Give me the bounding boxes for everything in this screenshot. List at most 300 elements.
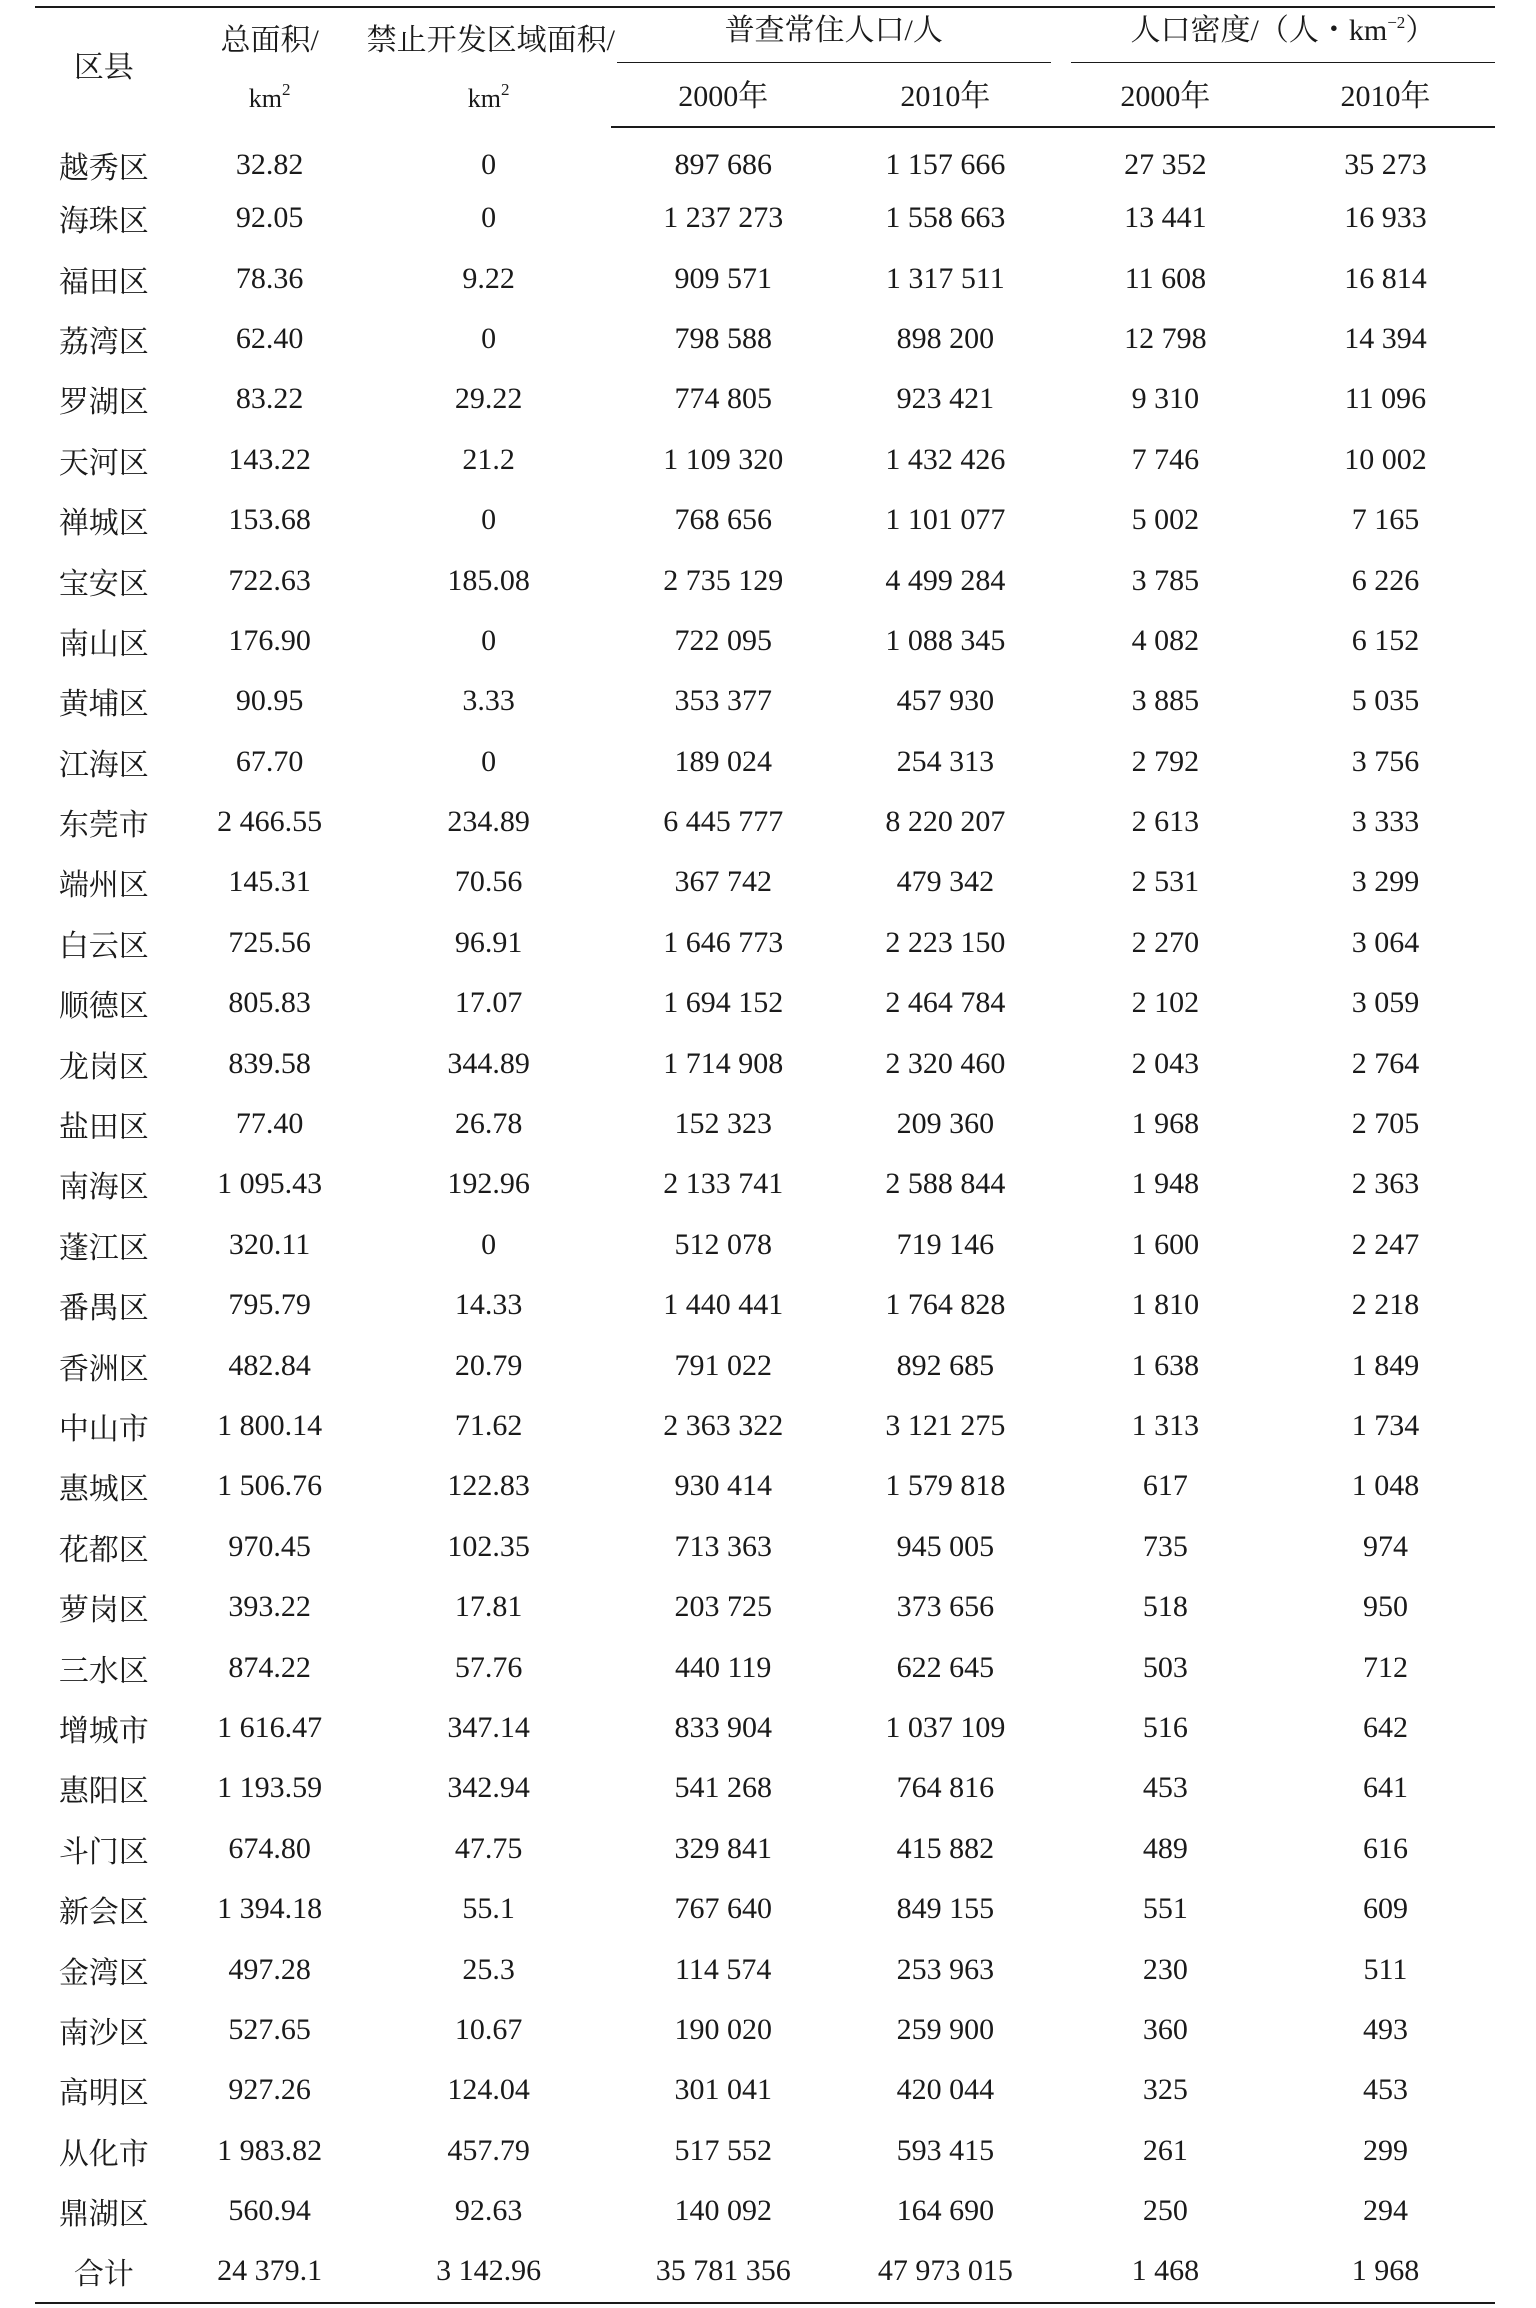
cell-district: 三水区	[58, 1654, 149, 1688]
cell-pop-2010: 898 200	[896, 321, 995, 355]
cell-density-2010: 3 756	[1351, 744, 1420, 778]
cell-forbidden-area: 14.33	[454, 1288, 523, 1322]
cell-density-2010: 511	[1363, 1952, 1408, 1986]
cell-forbidden-area: 234.89	[447, 805, 530, 839]
cell-district: 禅城区	[58, 507, 149, 541]
table-row	[35, 2121, 1495, 2181]
cell-density-2010: 35 273	[1344, 148, 1427, 181]
table-row	[35, 973, 1495, 1033]
cell-density-2010: 493	[1362, 2012, 1408, 2046]
cell-pop-2000: 774 805	[674, 382, 772, 416]
cell-pop-2000: 1 646 773	[663, 925, 784, 959]
cell-pop-2010: 622 645	[896, 1650, 995, 1684]
cell-pop-2010: 1 579 818	[885, 1469, 1006, 1503]
cell-density-2000: 13 441	[1124, 201, 1207, 235]
cell-pop-2010: 1 088 345	[885, 623, 1006, 657]
cell-pop-2000: 2 133 741	[663, 1167, 784, 1201]
cell-density-2000: 1 313	[1131, 1409, 1200, 1442]
cell-pop-2010: 8 220 207	[885, 805, 1006, 839]
cell-pop-2010: 254 313	[896, 744, 995, 778]
cell-total-area: 92.05	[235, 201, 304, 235]
cell-total-area: 674.80	[228, 1831, 311, 1865]
cell-district: 萝岗区	[58, 1594, 149, 1628]
cell-district: 从化市	[58, 2137, 149, 2171]
cell-density-2010: 2 705	[1351, 1107, 1420, 1141]
cell-total-area: 1 095.43	[217, 1167, 323, 1201]
cell-pop-2000: 722 095	[674, 623, 772, 657]
table-row	[35, 188, 1495, 248]
cell-density-2000: 2 613	[1131, 805, 1200, 839]
cell-density-2000: 516	[1142, 1710, 1188, 1744]
cell-district: 宝安区	[58, 567, 149, 601]
table-row	[35, 1879, 1495, 1939]
cell-pop-2000: 2 735 129	[663, 563, 784, 597]
cell-density-2000: 503	[1142, 1650, 1188, 1684]
cell-forbidden-area: 0	[481, 147, 497, 181]
cell-density-2000: 4 082	[1131, 623, 1200, 657]
cell-district: 白云区	[58, 929, 149, 963]
cell-forbidden-area: 0	[481, 503, 497, 537]
cell-total-area: 1 506.76	[217, 1469, 323, 1503]
cell-density-2000: 9 310	[1131, 382, 1200, 416]
cell-density-2010: 10 002	[1344, 442, 1427, 476]
cell-district: 福田区	[58, 265, 149, 299]
table-row	[35, 792, 1495, 852]
cell-pop-2000: 203 725	[674, 1590, 772, 1624]
cell-density-2010: 3 064	[1351, 925, 1420, 959]
cell-forbidden-area: 10.67	[454, 2012, 523, 2046]
cell-pop-2000: 791 022	[674, 1348, 772, 1382]
cell-district: 南山区	[58, 627, 149, 661]
cell-density-2000: 5 002	[1131, 503, 1200, 537]
header-den-2010: 2010年	[1276, 68, 1495, 127]
cell-forbidden-area: 9.22	[462, 261, 515, 295]
table-row	[35, 1335, 1495, 1395]
cell-district: 江海区	[58, 748, 149, 782]
cell-density-2000: 230	[1142, 1952, 1188, 1986]
cell-density-2000: 7 746	[1131, 442, 1200, 476]
header-district: 区县	[35, 7, 173, 127]
cell-total-area: 78.36	[235, 261, 304, 295]
cell-density-2010: 609	[1362, 1892, 1408, 1926]
total-cell-pop-2000: 35 781 356	[611, 2241, 836, 2302]
cell-pop-2010: 373 656	[896, 1590, 995, 1624]
header-pop-2000: 2000年	[611, 68, 836, 127]
cell-total-area: 2 466.55	[217, 805, 323, 839]
cell-density-2010: 294	[1362, 2194, 1408, 2228]
cell-pop-2000: 301 041	[674, 2073, 772, 2107]
cell-density-2000: 2 792	[1131, 744, 1200, 778]
table-row	[35, 1637, 1495, 1697]
table-row	[35, 1819, 1495, 1879]
table-row	[35, 1154, 1495, 1214]
cell-density-2010: 950	[1362, 1590, 1408, 1624]
cell-pop-2010: 2 223 150	[885, 925, 1006, 959]
table-row	[35, 248, 1495, 308]
cell-district: 花都区	[58, 1533, 149, 1567]
table-row	[35, 732, 1495, 792]
cell-forbidden-area: 0	[481, 201, 497, 235]
cell-pop-2010: 253 963	[896, 1952, 995, 1986]
cell-density-2000: 3 785	[1131, 563, 1200, 597]
cell-density-2000: 2 102	[1131, 986, 1200, 1020]
cell-total-area: 927.26	[228, 2073, 311, 2107]
cell-density-2000: 2 270	[1131, 925, 1200, 959]
table-row	[35, 369, 1495, 429]
cell-forbidden-area: 57.76	[454, 1650, 523, 1684]
cell-district: 越秀区	[58, 151, 149, 185]
cell-pop-2000: 1 694 152	[663, 986, 784, 1020]
cell-pop-2000: 1 440 441	[663, 1288, 784, 1322]
cell-total-area: 83.22	[235, 382, 304, 416]
cell-pop-2000: 114 574	[675, 1952, 772, 1986]
cell-pop-2010: 892 685	[896, 1348, 995, 1382]
table-row	[35, 671, 1495, 731]
cell-density-2000: 261	[1142, 2133, 1188, 2167]
header-population-group: 普查常住人口/人	[611, 7, 1055, 68]
cell-density-2010: 5 035	[1351, 684, 1420, 718]
cell-district: 新会区	[58, 1896, 149, 1930]
total-cell-district: 合计	[35, 2241, 173, 2302]
cell-forbidden-area: 0	[481, 744, 497, 778]
cell-district: 高明区	[58, 2077, 149, 2111]
cell-density-2010: 974	[1362, 1529, 1408, 1563]
cell-total-area: 1 616.47	[217, 1710, 323, 1744]
cell-pop-2010: 764 816	[896, 1771, 995, 1805]
cell-total-area: 32.82	[235, 147, 304, 181]
cell-density-2000: 1 968	[1131, 1107, 1200, 1141]
cell-district: 盐田区	[58, 1111, 149, 1145]
table-row	[35, 1215, 1495, 1275]
total-cell-total-area: 24 379.1	[173, 2241, 367, 2302]
header-pop-2010: 2010年	[836, 68, 1055, 127]
cell-pop-2010: 4 499 284	[885, 563, 1006, 597]
cell-density-2000: 27 352	[1124, 148, 1207, 181]
cell-density-2010: 2 764	[1351, 1046, 1420, 1080]
cell-pop-2000: 512 078	[674, 1227, 772, 1261]
table-row	[35, 1577, 1495, 1637]
cell-pop-2010: 1 432 426	[885, 442, 1006, 476]
header-den-2000: 2000年	[1055, 68, 1276, 127]
cell-pop-2000: 6 445 777	[663, 805, 784, 839]
cell-total-area: 795.79	[228, 1288, 311, 1322]
cell-density-2000: 1 810	[1131, 1288, 1200, 1322]
cell-district: 斗门区	[58, 1835, 149, 1869]
table-row	[35, 2000, 1495, 2060]
cell-pop-2010: 1 558 663	[885, 201, 1006, 235]
cell-density-2010: 642	[1362, 1710, 1408, 1744]
table-row	[35, 1517, 1495, 1577]
header-total-area: 总面积/ $km^2$	[173, 7, 367, 127]
cell-pop-2010: 3 121 275	[885, 1409, 1006, 1442]
cell-pop-2000: 1 237 273	[663, 201, 784, 235]
cell-pop-2000: 768 656	[674, 503, 772, 537]
cell-forbidden-area: 185.08	[447, 563, 530, 597]
cell-density-2000: 489	[1142, 1831, 1188, 1865]
cell-pop-2000: 713 363	[674, 1529, 772, 1563]
cell-pop-2010: 945 005	[896, 1529, 995, 1563]
cell-forbidden-area: 47.75	[454, 1831, 523, 1865]
cell-pop-2000: 152 323	[674, 1107, 772, 1141]
cell-density-2000: 250	[1142, 2194, 1188, 2228]
cell-density-2010: 6 152	[1351, 623, 1420, 657]
table-row	[35, 430, 1495, 490]
cell-pop-2010: 593 415	[896, 2133, 995, 2167]
cell-forbidden-area: 122.83	[447, 1469, 530, 1503]
table-row	[35, 1939, 1495, 1999]
cell-density-2010: 299	[1362, 2133, 1408, 2167]
table-row	[35, 1094, 1495, 1154]
cell-forbidden-area: 70.56	[454, 865, 523, 899]
cell-density-2010: 712	[1362, 1650, 1408, 1684]
cell-total-area: 393.22	[228, 1590, 311, 1624]
cell-density-2000: 325	[1142, 2073, 1188, 2107]
table-row	[35, 1275, 1495, 1335]
cell-forbidden-area: 96.91	[454, 925, 523, 959]
cell-density-2010: 2 218	[1351, 1288, 1420, 1322]
cell-density-2000: 1 638	[1131, 1348, 1200, 1382]
cell-density-2000: 11 608	[1124, 261, 1207, 295]
cell-pop-2010: 849 155	[896, 1892, 995, 1926]
cell-pop-2010: 923 421	[896, 382, 995, 416]
cell-total-area: 725.56	[228, 925, 311, 959]
cell-total-area: 176.90	[228, 623, 311, 657]
cell-pop-2010: 209 360	[896, 1107, 995, 1141]
table-row	[35, 1758, 1495, 1818]
cell-density-2010: 2 247	[1351, 1227, 1420, 1261]
cell-pop-2010: 164 690	[896, 2194, 995, 2228]
cell-district: 荔湾区	[58, 325, 149, 359]
cell-density-2010: 6 226	[1351, 563, 1420, 597]
cell-forbidden-area: 17.81	[454, 1590, 523, 1624]
cell-density-2000: 2 043	[1131, 1046, 1200, 1080]
cell-district: 东莞市	[58, 809, 149, 843]
cell-pop-2010: 457 930	[896, 684, 995, 718]
cell-pop-2000: 353 377	[674, 684, 772, 718]
cell-pop-2010: 1 101 077	[885, 503, 1006, 537]
cell-pop-2000: 2 363 322	[663, 1409, 784, 1442]
total-cell-density-2010: 1 968	[1276, 2241, 1495, 2302]
cell-pop-2000: 909 571	[674, 261, 772, 295]
cell-density-2000: 453	[1142, 1771, 1188, 1805]
cell-pop-2010: 1 157 666	[885, 148, 1006, 181]
total-cell-pop-2010: 47 973 015	[836, 2241, 1055, 2302]
cell-total-area: 497.28	[228, 1952, 311, 1986]
table-row	[35, 127, 1495, 188]
table-row	[35, 550, 1495, 610]
cell-total-area: 560.94	[228, 2194, 311, 2228]
cell-forbidden-area: 25.3	[462, 1952, 515, 1986]
cell-pop-2000: 189 024	[674, 744, 772, 778]
cell-density-2000: 518	[1142, 1590, 1188, 1624]
cell-forbidden-area: 102.35	[447, 1529, 530, 1563]
cell-pop-2000: 798 588	[674, 321, 772, 355]
cell-density-2000: 1 948	[1131, 1167, 1200, 1201]
table-row	[35, 2181, 1495, 2241]
cell-density-2000: 1 600	[1131, 1227, 1200, 1261]
cell-forbidden-area: 71.62	[454, 1409, 523, 1442]
cell-total-area: 722.63	[228, 563, 311, 597]
cell-density-2010: 14 394	[1344, 321, 1427, 355]
cell-pop-2010: 1 037 109	[885, 1710, 1006, 1744]
cell-district: 中山市	[58, 1413, 149, 1446]
cell-district: 香洲区	[58, 1352, 149, 1386]
cell-density-2000: 551	[1142, 1892, 1188, 1926]
cell-total-area: 839.58	[228, 1046, 311, 1080]
cell-forbidden-area: 26.78	[454, 1107, 523, 1141]
table-row	[35, 490, 1495, 550]
cell-forbidden-area: 0	[481, 321, 497, 355]
cell-pop-2000: 140 092	[674, 2194, 772, 2228]
cell-total-area: 1 394.18	[217, 1892, 323, 1926]
cell-pop-2000: 1 714 908	[663, 1046, 784, 1080]
cell-forbidden-area: 55.1	[462, 1892, 515, 1926]
cell-district: 金湾区	[58, 1956, 149, 1990]
table-row	[35, 2060, 1495, 2120]
cell-forbidden-area: 192.96	[447, 1167, 530, 1201]
cell-pop-2010: 719 146	[896, 1227, 995, 1261]
cell-pop-2000: 897 686	[674, 148, 772, 181]
table-row	[35, 1456, 1495, 1516]
cell-total-area: 482.84	[228, 1348, 311, 1382]
cell-district: 顺德区	[58, 990, 149, 1024]
total-row	[35, 2241, 1495, 2302]
cell-pop-2010: 420 044	[896, 2073, 995, 2107]
table-row	[35, 1033, 1495, 1093]
cell-forbidden-area: 21.2	[462, 442, 515, 476]
total-cell-forbidden-area: 3 142.96	[367, 2241, 611, 2302]
cell-density-2010: 641	[1362, 1771, 1408, 1805]
cell-district: 罗湖区	[58, 386, 149, 420]
cell-pop-2000: 190 020	[674, 2012, 772, 2046]
table-row	[35, 913, 1495, 973]
population-density-table	[35, 6, 1495, 2304]
cell-density-2010: 1 048	[1351, 1469, 1420, 1503]
cell-district: 蓬江区	[58, 1231, 149, 1265]
cell-density-2010: 3 059	[1351, 986, 1420, 1020]
cell-district: 端州区	[58, 869, 149, 903]
cell-pop-2000: 930 414	[674, 1469, 772, 1503]
cell-forbidden-area: 29.22	[454, 382, 523, 416]
cell-density-2010: 3 299	[1351, 865, 1420, 899]
cell-total-area: 145.31	[228, 865, 311, 899]
cell-total-area: 90.95	[235, 684, 304, 718]
cell-pop-2000: 833 904	[674, 1710, 772, 1744]
cell-density-2010: 1 849	[1351, 1348, 1420, 1382]
cell-district: 南沙区	[58, 2016, 149, 2050]
cell-density-2010: 3 333	[1351, 805, 1420, 839]
cell-density-2000: 617	[1142, 1469, 1188, 1503]
table-row	[35, 1396, 1495, 1456]
cell-district: 龙岗区	[58, 1050, 149, 1084]
cell-total-area: 1 800.14	[217, 1409, 323, 1442]
cell-district: 增城市	[58, 1714, 149, 1748]
cell-total-area: 805.83	[228, 986, 311, 1020]
cell-density-2010: 16 933	[1344, 201, 1427, 235]
cell-total-area: 970.45	[228, 1529, 311, 1563]
cell-pop-2010: 479 342	[896, 865, 995, 899]
cell-total-area: 153.68	[228, 503, 311, 537]
header-density-group: 人口密度/（人・$km^{-2}$）	[1055, 7, 1495, 68]
cell-pop-2000: 541 268	[674, 1771, 772, 1805]
cell-forbidden-area: 344.89	[447, 1046, 530, 1080]
cell-forbidden-area: 0	[481, 623, 497, 657]
cell-forbidden-area: 20.79	[454, 1348, 523, 1382]
cell-pop-2010: 1 317 511	[885, 261, 1005, 295]
cell-density-2000: 2 531	[1131, 865, 1200, 899]
cell-pop-2000: 329 841	[674, 1831, 772, 1865]
cell-density-2010: 7 165	[1351, 503, 1420, 537]
table-row	[35, 1698, 1495, 1758]
cell-district: 番禺区	[58, 1292, 149, 1326]
table-row	[35, 611, 1495, 671]
cell-district: 惠城区	[58, 1473, 149, 1507]
cell-forbidden-area: 92.63	[454, 2194, 523, 2228]
cell-density-2000: 12 798	[1124, 321, 1207, 355]
cell-density-2010: 453	[1362, 2073, 1408, 2107]
cell-pop-2000: 367 742	[674, 865, 772, 899]
table-body	[35, 127, 1495, 2303]
cell-forbidden-area: 347.14	[447, 1710, 530, 1744]
cell-pop-2000: 517 552	[674, 2133, 772, 2167]
table-header	[35, 7, 1495, 127]
cell-district: 南海区	[58, 1171, 149, 1205]
cell-density-2000: 3 885	[1131, 684, 1200, 718]
cell-total-area: 143.22	[228, 442, 311, 476]
cell-district: 惠阳区	[58, 1775, 149, 1809]
cell-forbidden-area: 342.94	[447, 1771, 530, 1805]
cell-pop-2000: 440 119	[675, 1650, 772, 1684]
cell-density-2010: 11 096	[1344, 382, 1427, 416]
cell-total-area: 67.70	[235, 744, 304, 778]
cell-district: 黄埔区	[58, 688, 149, 722]
cell-district: 鼎湖区	[58, 2198, 149, 2232]
cell-district: 天河区	[58, 446, 149, 480]
cell-district: 海珠区	[58, 205, 149, 239]
cell-forbidden-area: 0	[481, 1227, 497, 1261]
cell-density-2010: 16 814	[1344, 261, 1427, 295]
cell-total-area: 527.65	[228, 2012, 311, 2046]
cell-pop-2000: 767 640	[674, 1892, 772, 1926]
cell-density-2010: 616	[1362, 1831, 1408, 1865]
cell-total-area: 1 983.82	[217, 2133, 323, 2167]
cell-pop-2010: 2 588 844	[885, 1167, 1006, 1201]
cell-density-2010: 2 363	[1351, 1167, 1420, 1201]
cell-pop-2000: 1 109 320	[663, 442, 784, 476]
cell-total-area: 874.22	[228, 1650, 311, 1684]
cell-pop-2010: 415 882	[896, 1831, 995, 1865]
cell-density-2010: 1 734	[1351, 1409, 1420, 1442]
table-row	[35, 309, 1495, 369]
cell-total-area: 62.40	[235, 321, 304, 355]
table-row	[35, 852, 1495, 912]
cell-pop-2010: 2 320 460	[885, 1046, 1006, 1080]
cell-density-2000: 735	[1142, 1529, 1188, 1563]
header-forbidden-area: 禁止开发区域面积/ $km^2$	[367, 7, 611, 127]
cell-total-area: 320.11	[228, 1227, 311, 1261]
cell-forbidden-area: 457.79	[447, 2133, 530, 2167]
cell-forbidden-area: 3.33	[462, 684, 515, 718]
cell-pop-2010: 1 764 828	[885, 1288, 1006, 1322]
cell-total-area: 1 193.59	[217, 1771, 323, 1805]
cell-forbidden-area: 17.07	[454, 986, 523, 1020]
total-cell-density-2000: 1 468	[1055, 2241, 1276, 2302]
cell-forbidden-area: 124.04	[447, 2073, 530, 2107]
cell-pop-2010: 259 900	[896, 2012, 995, 2046]
cell-total-area: 77.40	[235, 1107, 304, 1141]
cell-pop-2010: 2 464 784	[885, 986, 1006, 1020]
cell-density-2000: 360	[1142, 2012, 1188, 2046]
